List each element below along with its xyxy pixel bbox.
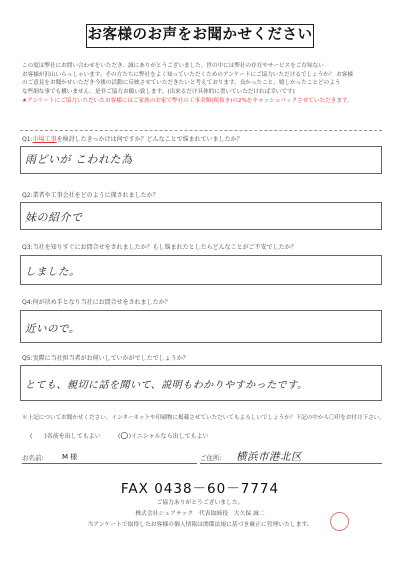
answer-text: 妹の紹介で <box>25 211 83 224</box>
question-text: を検討したきっかけは何ですか？どんなことで悩まれていましたか？ <box>56 136 243 143</box>
answer-box-3[interactable] <box>20 255 382 285</box>
answer-text: とても、親切に話を聞いて、説明もわかりやすかったです。 <box>25 380 308 391</box>
consent-note: ＊上記についてお聞かせください。インターネットや印刷物に掲載させていただいてもよろしいでしょうか？下記の中から〇印をお付け下さい。 <box>22 415 385 421</box>
divider <box>20 130 382 131</box>
intro-line: な些細な事でも構いません。是非ご協力お願い致します。(出来るだけ具体的に書いていただければ幸いです) <box>22 89 295 96</box>
privacy-note: 当アンケートで取得したお客様の個人情報は関係法規に基づき厳正に管理いたします。 <box>87 522 313 528</box>
option-label: 名前を出してもよい <box>46 433 101 440</box>
address-label: ご住所: <box>200 454 222 462</box>
intro-text <box>22 62 382 106</box>
intro-line: お客様が沢山いらっしゃいます。その方たちに弊社をよく知っていただくためのアンケートにご協力いただけるでしょうか？ お客様 <box>22 71 353 78</box>
answer-text: 雨どいが こわれた為 <box>25 153 133 166</box>
question-text: 業者や工事会社をどのように探されましたか？ <box>32 192 159 199</box>
question-2 <box>22 190 159 199</box>
intro-line: のご意見をお聞かせいただき今後の活動に反映させていただきたいと考えております。良かったこと、嬉しかったことどのよう <box>22 80 341 87</box>
thanks-text: ご協力ありがとうございました。 <box>156 500 244 506</box>
option-bracket: ( ) <box>30 433 47 440</box>
intro-line: この度は弊社にお問い合わせをいただき、誠にありがとうございました。世の中には弊社の存在やサービスをご存知ない <box>22 63 324 69</box>
question-number: Q2: <box>22 192 33 199</box>
consent-option-1[interactable] <box>30 431 101 440</box>
question-number: Q5: <box>22 355 33 362</box>
question-text: 実際に当社担当者がお伺いしていかがでしたでしょうか？ <box>32 355 189 362</box>
campaign-note: ★アンケートにご協力いただいたお客様にはご家族のお家で弊社の工事金額(税抜き)の2%をキャッシュバックさせていただきます。 <box>22 97 353 104</box>
question-highlight: 市場工事 <box>32 136 57 143</box>
circle-mark: ○ <box>120 431 129 441</box>
question-1 <box>22 134 243 143</box>
question-number: Q3: <box>22 244 33 251</box>
name-label: お名前: <box>22 454 44 462</box>
answer-box-2[interactable] <box>20 202 382 230</box>
name-value: M 様 <box>62 453 78 461</box>
fax-number: FAX 0438－60－7774 <box>120 481 280 497</box>
question-text: 当社を知りすぐにお問合せをされましたか？もし悩まれたとしたらどんなことがご不安でしたか？ <box>32 244 297 251</box>
question-text: 何が決め手となり当社にお問合せをされましたか？ <box>32 299 171 306</box>
answer-box-4[interactable] <box>20 310 382 343</box>
address-underline <box>200 463 382 464</box>
question-3 <box>22 242 297 251</box>
option-label: イニシャルなら出してもよい <box>131 433 209 440</box>
name-underline <box>22 463 197 464</box>
question-number: Q1: <box>22 136 33 143</box>
question-5 <box>22 353 189 362</box>
seal-stamp <box>330 512 349 531</box>
answer-text: 近いので。 <box>25 323 80 335</box>
answer-box-5[interactable] <box>20 365 382 401</box>
page-title: お客様のお声をお聞かせください <box>86 24 314 48</box>
company-name: 株式会社シェアテック 代表取締役 大久保 誠二 <box>135 511 265 517</box>
address-value: 横浜市港北区 <box>236 451 302 463</box>
answer-text: しました。 <box>25 266 80 278</box>
option-bracket-close: ) <box>128 433 132 440</box>
consent-option-2[interactable] <box>118 431 209 441</box>
question-4 <box>22 297 171 306</box>
answer-box-1[interactable] <box>20 146 382 174</box>
option-bracket-open: ( <box>118 433 121 440</box>
question-number: Q4: <box>22 299 33 306</box>
